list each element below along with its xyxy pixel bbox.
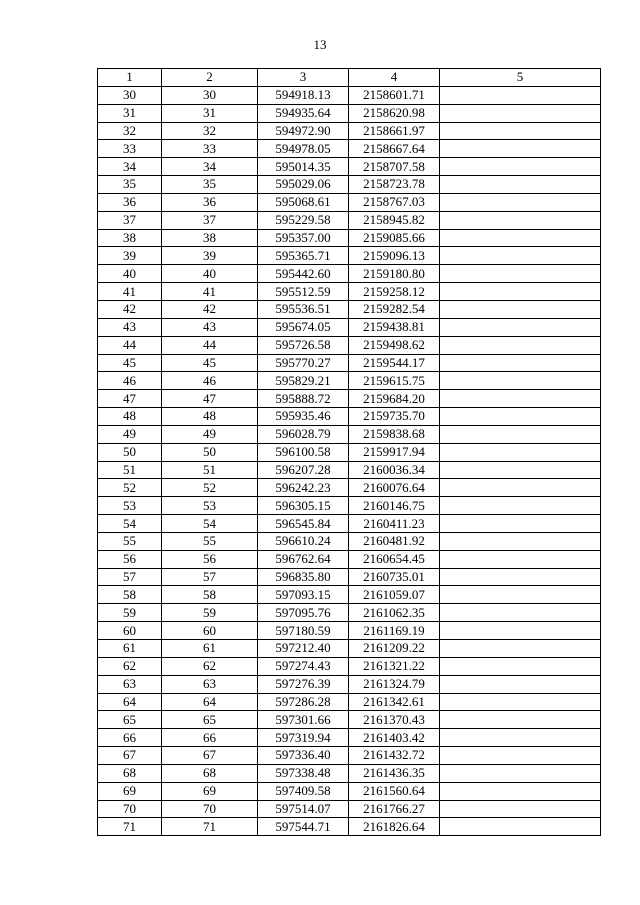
table-cell: 597319.94 <box>258 729 349 747</box>
table-row <box>98 318 601 336</box>
table-cell: 597514.07 <box>258 800 349 818</box>
table-cell: 595512.59 <box>258 283 349 301</box>
table-cell: 2161766.27 <box>349 800 440 818</box>
table-cell: 40 <box>162 265 258 283</box>
table-cell: 597180.59 <box>258 622 349 640</box>
table-row <box>98 711 601 729</box>
table-cell <box>440 176 601 194</box>
table-cell: 64 <box>98 693 162 711</box>
table-cell <box>440 461 601 479</box>
table-cell: 2158767.03 <box>349 193 440 211</box>
table-cell: 36 <box>98 193 162 211</box>
table-row <box>98 122 601 140</box>
table-row <box>98 515 601 533</box>
table-cell: 2159085.66 <box>349 229 440 247</box>
table-cell: 597095.76 <box>258 604 349 622</box>
table-cell: 595229.58 <box>258 211 349 229</box>
table-cell: 62 <box>162 657 258 675</box>
table-cell <box>440 408 601 426</box>
table-cell: 595357.00 <box>258 229 349 247</box>
table-row <box>98 408 601 426</box>
table-cell <box>440 764 601 782</box>
table-cell <box>440 354 601 372</box>
table-cell <box>440 800 601 818</box>
table-cell <box>440 604 601 622</box>
table-cell <box>440 657 601 675</box>
table-cell: 595442.60 <box>258 265 349 283</box>
table-cell: 59 <box>162 604 258 622</box>
page-number: 13 <box>313 37 327 52</box>
table-cell: 2159438.81 <box>349 318 440 336</box>
table-row <box>98 675 601 693</box>
table-cell: 38 <box>98 229 162 247</box>
table-cell: 594972.90 <box>258 122 349 140</box>
table-cell: 597093.15 <box>258 586 349 604</box>
table-cell: 35 <box>98 176 162 194</box>
table-cell: 71 <box>162 818 258 836</box>
table-cell: 2159498.62 <box>349 336 440 354</box>
table-cell: 596028.79 <box>258 425 349 443</box>
table-row <box>98 764 601 782</box>
table-cell: 2159684.20 <box>349 390 440 408</box>
table-cell <box>440 265 601 283</box>
table-cell: 69 <box>98 782 162 800</box>
table-cell: 47 <box>98 390 162 408</box>
table-cell: 2158707.58 <box>349 158 440 176</box>
table-cell: 58 <box>98 586 162 604</box>
table-cell: 2161432.72 <box>349 747 440 765</box>
table-cell: 56 <box>162 550 258 568</box>
table-cell: 46 <box>98 372 162 390</box>
table-cell: 46 <box>162 372 258 390</box>
table-cell: 596835.80 <box>258 568 349 586</box>
table-cell: 2160076.64 <box>349 479 440 497</box>
table-cell: 2160654.45 <box>349 550 440 568</box>
table-cell <box>440 140 601 158</box>
table-cell: 38 <box>162 229 258 247</box>
table-cell: 2160735.01 <box>349 568 440 586</box>
table-cell: 69 <box>162 782 258 800</box>
table-cell: 594918.13 <box>258 86 349 104</box>
table-cell: 32 <box>98 122 162 140</box>
table-row <box>98 747 601 765</box>
table-cell <box>440 122 601 140</box>
table-cell: 48 <box>98 408 162 426</box>
table-cell: 52 <box>162 479 258 497</box>
table-row <box>98 265 601 283</box>
table-cell: 597336.40 <box>258 747 349 765</box>
table-row <box>98 479 601 497</box>
table-row <box>98 497 601 515</box>
table-cell: 54 <box>162 515 258 533</box>
table-cell <box>440 782 601 800</box>
table-cell: 49 <box>98 425 162 443</box>
table-cell: 597338.48 <box>258 764 349 782</box>
table-cell: 2158661.97 <box>349 122 440 140</box>
table-cell <box>440 336 601 354</box>
table-cell: 65 <box>98 711 162 729</box>
table-cell: 2161062.35 <box>349 604 440 622</box>
table-cell: 53 <box>162 497 258 515</box>
table-cell: 68 <box>162 764 258 782</box>
table-row <box>98 568 601 586</box>
table-cell: 595068.61 <box>258 193 349 211</box>
table-cell: 2159735.70 <box>349 408 440 426</box>
table-row <box>98 158 601 176</box>
table-cell: 61 <box>98 640 162 658</box>
table-cell: 70 <box>98 800 162 818</box>
table-cell: 51 <box>162 461 258 479</box>
table-cell: 2161209.22 <box>349 640 440 658</box>
table-cell <box>440 372 601 390</box>
table-row <box>98 604 601 622</box>
table-cell: 36 <box>162 193 258 211</box>
table-cell: 45 <box>162 354 258 372</box>
table-cell: 57 <box>98 568 162 586</box>
table-cell <box>440 515 601 533</box>
table-row <box>98 622 601 640</box>
table-cell: 54 <box>98 515 162 533</box>
table-cell: 41 <box>162 283 258 301</box>
table-cell: 58 <box>162 586 258 604</box>
table-cell: 50 <box>98 443 162 461</box>
table-cell: 39 <box>98 247 162 265</box>
table-cell: 594978.05 <box>258 140 349 158</box>
table-row <box>98 425 601 443</box>
table-cell: 2159838.68 <box>349 425 440 443</box>
table-cell: 34 <box>98 158 162 176</box>
table-cell: 596242.23 <box>258 479 349 497</box>
column-header: 2 <box>162 69 258 87</box>
table-cell <box>440 568 601 586</box>
table-cell <box>440 193 601 211</box>
table-cell: 40 <box>98 265 162 283</box>
column-header: 4 <box>349 69 440 87</box>
table-cell: 596545.84 <box>258 515 349 533</box>
table-cell: 2160146.75 <box>349 497 440 515</box>
table-cell: 595365.71 <box>258 247 349 265</box>
table-cell: 2158723.78 <box>349 176 440 194</box>
table-cell <box>440 729 601 747</box>
table-cell: 31 <box>98 104 162 122</box>
table-cell: 55 <box>98 532 162 550</box>
table-cell: 2161826.64 <box>349 818 440 836</box>
table-cell: 2159615.75 <box>349 372 440 390</box>
table-cell: 41 <box>98 283 162 301</box>
table-row <box>98 443 601 461</box>
table-cell: 2159180.80 <box>349 265 440 283</box>
table-cell <box>440 747 601 765</box>
table-cell: 2160036.34 <box>349 461 440 479</box>
table-cell: 595935.46 <box>258 408 349 426</box>
table-row <box>98 390 601 408</box>
table-cell <box>440 818 601 836</box>
table-cell: 35 <box>162 176 258 194</box>
table-cell: 595829.21 <box>258 372 349 390</box>
table-cell <box>440 479 601 497</box>
table-cell: 43 <box>162 318 258 336</box>
table-cell: 2158601.71 <box>349 86 440 104</box>
table-cell: 595726.58 <box>258 336 349 354</box>
table-cell: 597274.43 <box>258 657 349 675</box>
table-cell: 66 <box>162 729 258 747</box>
table-cell: 2161436.35 <box>349 764 440 782</box>
table-cell: 596100.58 <box>258 443 349 461</box>
table-cell <box>440 247 601 265</box>
table-cell <box>440 104 601 122</box>
table-cell: 67 <box>98 747 162 765</box>
table-cell <box>440 229 601 247</box>
table-row <box>98 818 601 836</box>
table-cell <box>440 622 601 640</box>
table-row <box>98 283 601 301</box>
table-cell: 2161169.19 <box>349 622 440 640</box>
table-cell <box>440 158 601 176</box>
table-cell <box>440 425 601 443</box>
table-cell: 30 <box>98 86 162 104</box>
table-cell: 42 <box>98 300 162 318</box>
table-cell: 61 <box>162 640 258 658</box>
table-cell: 2161560.64 <box>349 782 440 800</box>
table-cell: 60 <box>98 622 162 640</box>
table-cell <box>440 318 601 336</box>
table-cell: 64 <box>162 693 258 711</box>
table-row <box>98 193 601 211</box>
table-row <box>98 657 601 675</box>
table-cell <box>440 86 601 104</box>
table-row <box>98 372 601 390</box>
table-cell: 2159917.94 <box>349 443 440 461</box>
table-row <box>98 176 601 194</box>
table-cell: 2158620.98 <box>349 104 440 122</box>
table-row <box>98 211 601 229</box>
table-row <box>98 550 601 568</box>
table-cell: 595674.05 <box>258 318 349 336</box>
table-cell: 71 <box>98 818 162 836</box>
table-row <box>98 300 601 318</box>
table-cell: 595536.51 <box>258 300 349 318</box>
table-cell: 33 <box>162 140 258 158</box>
table-body <box>98 86 601 835</box>
table-cell: 2161370.43 <box>349 711 440 729</box>
table-header-row <box>98 69 601 87</box>
table-cell: 596610.24 <box>258 532 349 550</box>
table-cell: 53 <box>98 497 162 515</box>
table-cell: 63 <box>98 675 162 693</box>
table-cell: 597286.28 <box>258 693 349 711</box>
table-cell: 597301.66 <box>258 711 349 729</box>
table-cell: 2161403.42 <box>349 729 440 747</box>
table-cell: 595888.72 <box>258 390 349 408</box>
table-cell: 2159258.12 <box>349 283 440 301</box>
table-row <box>98 229 601 247</box>
table-cell: 2158945.82 <box>349 211 440 229</box>
table-cell <box>440 675 601 693</box>
table-row <box>98 461 601 479</box>
table-cell <box>440 211 601 229</box>
table-cell: 2159096.13 <box>349 247 440 265</box>
table-cell: 44 <box>162 336 258 354</box>
table-cell <box>440 283 601 301</box>
table-cell <box>440 300 601 318</box>
table-cell <box>440 586 601 604</box>
table-cell: 596207.28 <box>258 461 349 479</box>
column-header: 1 <box>98 69 162 87</box>
table-cell: 60 <box>162 622 258 640</box>
table-cell <box>440 711 601 729</box>
table-cell: 2161342.61 <box>349 693 440 711</box>
table-cell: 2160411.23 <box>349 515 440 533</box>
table-cell: 49 <box>162 425 258 443</box>
table-cell: 597544.71 <box>258 818 349 836</box>
table-cell <box>440 497 601 515</box>
table-cell <box>440 550 601 568</box>
table-cell: 32 <box>162 122 258 140</box>
table-cell: 66 <box>98 729 162 747</box>
column-header: 3 <box>258 69 349 87</box>
table-cell <box>440 532 601 550</box>
table-cell <box>440 443 601 461</box>
table-cell: 2159282.54 <box>349 300 440 318</box>
table-cell: 595029.06 <box>258 176 349 194</box>
table-cell: 63 <box>162 675 258 693</box>
table-row <box>98 800 601 818</box>
table-cell: 37 <box>162 211 258 229</box>
column-header: 5 <box>440 69 601 87</box>
table-cell: 57 <box>162 568 258 586</box>
table-cell: 45 <box>98 354 162 372</box>
table-cell: 2161324.79 <box>349 675 440 693</box>
table-cell: 56 <box>98 550 162 568</box>
table-cell: 59 <box>98 604 162 622</box>
table-cell: 51 <box>98 461 162 479</box>
table-row <box>98 640 601 658</box>
table-row <box>98 336 601 354</box>
table-cell: 30 <box>162 86 258 104</box>
table-cell <box>440 693 601 711</box>
table-row <box>98 586 601 604</box>
table-row <box>98 693 601 711</box>
table-cell: 595770.27 <box>258 354 349 372</box>
table-cell: 34 <box>162 158 258 176</box>
table-cell: 65 <box>162 711 258 729</box>
table-cell: 43 <box>98 318 162 336</box>
table-cell: 595014.35 <box>258 158 349 176</box>
table-cell: 2161321.22 <box>349 657 440 675</box>
table-cell: 597212.40 <box>258 640 349 658</box>
table-cell: 48 <box>162 408 258 426</box>
table-cell: 33 <box>98 140 162 158</box>
table-cell <box>440 390 601 408</box>
table-cell: 62 <box>98 657 162 675</box>
table-cell <box>440 640 601 658</box>
table-cell: 2159544.17 <box>349 354 440 372</box>
table-row <box>98 354 601 372</box>
table-cell: 31 <box>162 104 258 122</box>
table-row <box>98 532 601 550</box>
table-row <box>98 729 601 747</box>
table-cell: 44 <box>98 336 162 354</box>
table-cell: 594935.64 <box>258 104 349 122</box>
table-cell: 39 <box>162 247 258 265</box>
table-cell: 70 <box>162 800 258 818</box>
table-row <box>98 247 601 265</box>
table-cell: 42 <box>162 300 258 318</box>
table-cell: 68 <box>98 764 162 782</box>
table-cell: 596305.15 <box>258 497 349 515</box>
coordinates-table <box>97 68 601 836</box>
table-cell: 50 <box>162 443 258 461</box>
table-cell: 47 <box>162 390 258 408</box>
table-cell: 2161059.07 <box>349 586 440 604</box>
table-cell: 55 <box>162 532 258 550</box>
table-cell: 2158667.64 <box>349 140 440 158</box>
table-row <box>98 140 601 158</box>
table-cell: 2160481.92 <box>349 532 440 550</box>
table-cell: 597409.58 <box>258 782 349 800</box>
table-row <box>98 782 601 800</box>
table-cell: 37 <box>98 211 162 229</box>
table-cell: 67 <box>162 747 258 765</box>
table-row <box>98 104 601 122</box>
table-cell: 596762.64 <box>258 550 349 568</box>
table-cell: 597276.39 <box>258 675 349 693</box>
table-cell: 52 <box>98 479 162 497</box>
table-row <box>98 86 601 104</box>
